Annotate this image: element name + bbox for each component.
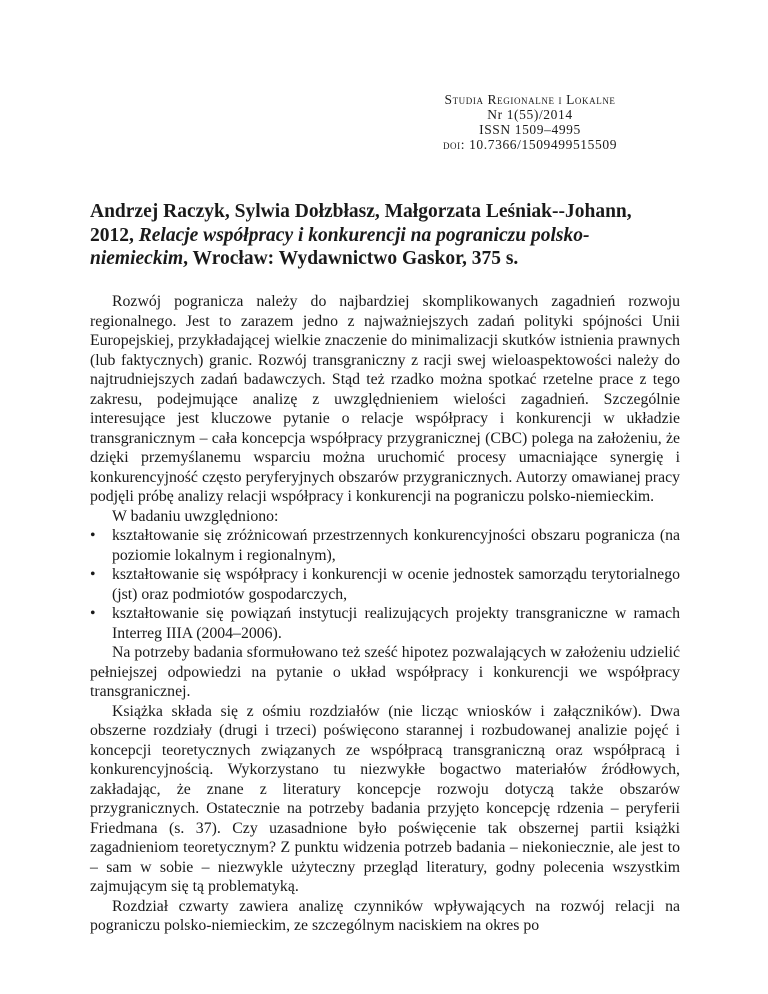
paragraph-chapter-four: Rozdział czwarty zawiera analizę czynników wpływających na rozwój relacji na pograniczu polsko-niemieckim, ze szczególnym naciskiem na okres po: [90, 897, 680, 934]
doi-label: doi:: [442, 137, 466, 152]
journal-issue: Nr 1(55)/2014: [487, 107, 573, 122]
journal-header: [380, 92, 680, 152]
book-title: Relacje współpracy i konkurencji na pograniczu polsko-niemieckim: [90, 224, 590, 269]
paragraph-intro: Rozwój pogranicza należy do najbardziej skomplikowanych zagadnień rozwoju regionalnego. Jest to zarazem jedno z najważniejszych zadań polityki spójności Unii Europejskiej, przykładającej wielkie znaczenie do minimalizacji skutków istnienia prawnych (lub faktycznych) granic. Rozwój transgraniczny z racji swej wieloaspektowości należy do najtrudniejszych zadań badawczych. Stąd też rzadko można spotkać rzetelne prace z tego zakresu, podejmujące analizę z uwzględnieniem wielości zagadnień. Szczególnie interesujące jest kluczowe pytanie o relacje współpracy i konkurencji w układzie transgranicznym – cała koncepcja współpracy przygranicznej (CBC) polega na założeniu, że dzięki przemyślanemu wsparciu można uruchomić procesy umacniające synergię i konkurencyjność często peryferyjnych obszarów przygranicznych. Autorzy omawianej pracy podjęli próbę analizy relacji współpracy i konkurencji na pograniczu polsko-niemieckim.: [90, 293, 680, 505]
paragraph-hypotheses: Na potrzeby badania sformułowano też sześć hipotez pozwalających w założeniu udzielić pełniejszej odpowiedzi na pytanie o układ współpracy i konkurencji we współpracy transgranicznej.: [90, 644, 680, 700]
doi-value: 10.7366/1509499515509: [469, 137, 618, 152]
review-title: [90, 200, 680, 271]
review-body: [90, 292, 680, 936]
scope-list: [90, 526, 680, 643]
bullet-icon: •: [90, 566, 96, 583]
journal-doi: [380, 137, 680, 152]
list-item: • kształtowanie się powiązań instytucji realizujących projekty transgraniczne w ramach Interreg IIIA (2004–2006).: [90, 605, 680, 642]
book-publisher: , Wrocław: Wydawnictwo Gaskor, 375 s.: [183, 248, 519, 269]
paragraph-scope: W badaniu uwzględniono:: [112, 507, 279, 525]
journal-issn: ISSN 1509–4995: [479, 122, 581, 137]
paragraph-structure: Książka składa się z ośmiu rozdziałów (nie licząc wniosków i załączników). Dwa obszerne rozdziały (drugi i trzeci) poświęcono starannej i rozbudowanej analizie pojęć i koncepcji teoretycznych związanych ze współpracą transgraniczną oraz współpracą i konkurencyjnością. Wykorzystano tu niezwykłe bogactwo materiałów źródłowych, zakładając, że znane z literatury koncepcje rozwoju dotyczą także obszarów przygranicznych. Ostatecznie na potrzeby badania przyjęto koncepcję rdzenia – peryferii Friedmana (s. 37). Czy uzasadnione było poświęcenie tak obszernej partii książki zagadnieniom teoretycznym? Z punktu widzenia potrzeb badania – niekoniecznie, ale jest to – sam w sobie – niezwykle użyteczny przegląd literatury, godny polecenia wszystkim zajmującym się tą problematyką.: [90, 702, 680, 895]
bullet-icon: •: [90, 527, 96, 544]
list-item: • kształtowanie się zróżnicowań przestrzennych konkurencyjności obszaru pogranicza (na poziomie lokalnym i regionalnym),: [90, 527, 680, 564]
book-authors: Andrzej Raczyk, Sylwia Dołzbłasz, Małgorzata Leśniak--Johann, 2012,: [90, 201, 632, 246]
journal-name: Studia Regionalne i Lokalne: [444, 92, 616, 107]
list-item: • kształtowanie się współpracy i konkurencji w ocenie jednostek samorządu terytorialnego (jst) oraz podmiotów gospodarczych,: [90, 566, 680, 603]
bullet-icon: •: [90, 605, 96, 622]
